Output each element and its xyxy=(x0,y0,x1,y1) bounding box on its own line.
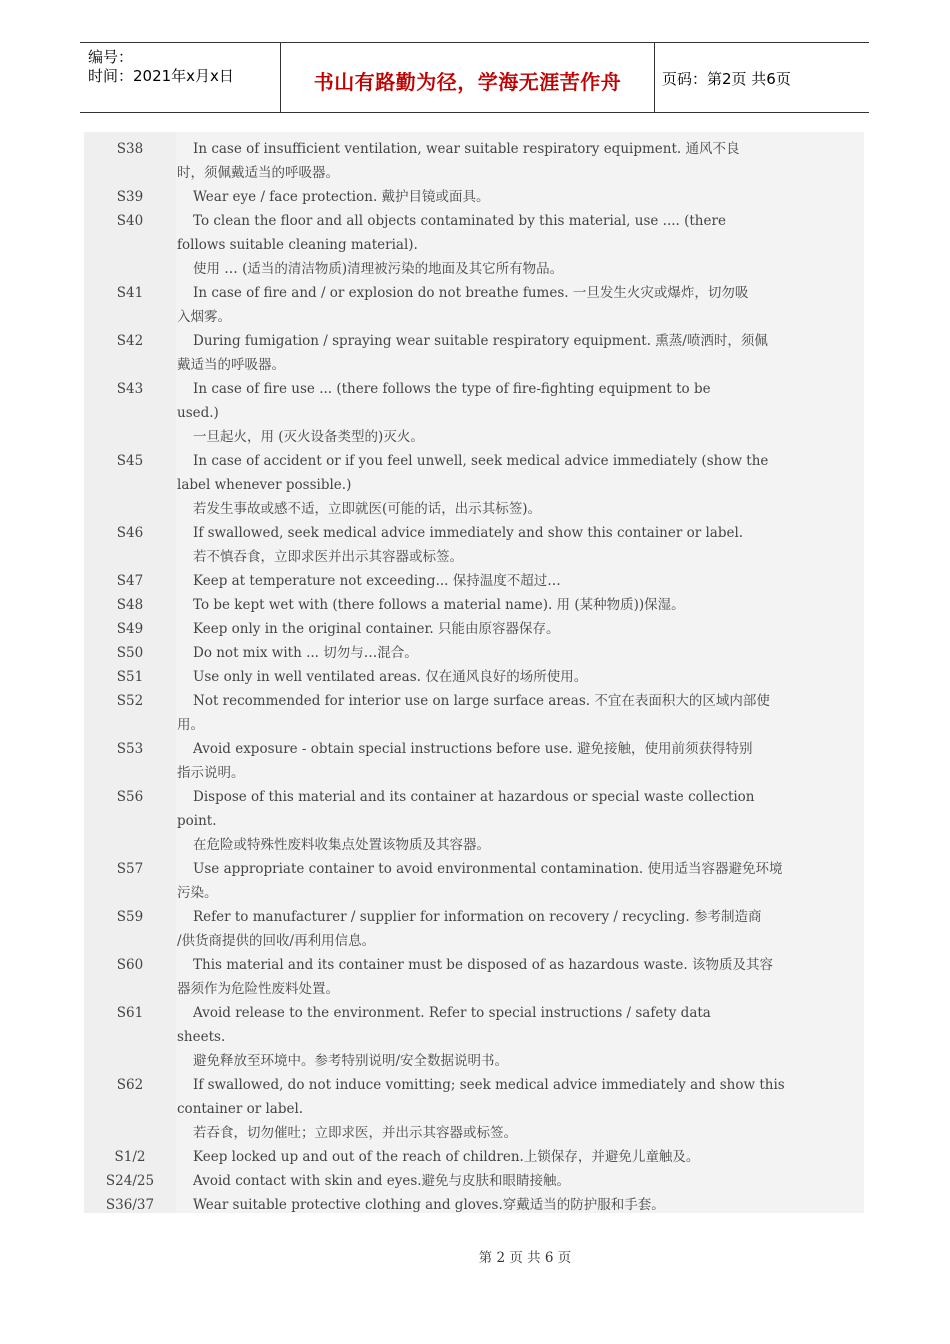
phrase-code: S43 xyxy=(116,381,144,397)
table-row xyxy=(84,281,864,329)
phrase-code: S46 xyxy=(116,525,144,541)
phrase-line: Do not mix with ... 切勿与…混合。 xyxy=(193,645,418,661)
phrase-text xyxy=(177,209,865,281)
phrase-line: point. xyxy=(177,813,217,829)
phrase-text xyxy=(177,281,865,329)
phrase-line: 若吞食，切勿催吐；立即求医，并出示其容器或标签。 xyxy=(193,1125,517,1141)
phrase-line: If swallowed, do not induce vomitting; seek medical advice immediately and show this xyxy=(193,1077,785,1093)
phrase-text xyxy=(177,1193,865,1217)
table-row xyxy=(84,617,864,641)
table-row xyxy=(84,449,864,521)
phrase-line: label whenever possible.) xyxy=(177,477,352,493)
table-row xyxy=(84,1145,864,1169)
table-row xyxy=(84,1169,864,1193)
phrase-text xyxy=(177,329,865,377)
phrase-line: Not recommended for interior use on large surface areas. 不宜在表面积大的区域内部使 xyxy=(193,693,770,709)
phrase-code: S39 xyxy=(116,189,144,205)
table-row xyxy=(84,569,864,593)
phrase-code: S50 xyxy=(116,645,144,661)
phrase-text xyxy=(177,1145,865,1169)
phrase-line: used.) xyxy=(177,405,219,421)
phrase-line: Use appropriate container to avoid environmental contamination. 使用适当容器避免环境 xyxy=(193,861,783,877)
phrase-code: S53 xyxy=(116,741,144,757)
phrase-line: 避免释放至环境中。参考特别说明/安全数据说明书。 xyxy=(193,1053,509,1069)
phrase-line: 若不慎吞食，立即求医并出示其容器或标签。 xyxy=(193,549,463,565)
table-row xyxy=(84,185,864,209)
phrase-code: S45 xyxy=(116,453,144,469)
phrase-line: This material and its container must be disposed of as hazardous waste. 该物质及其容 xyxy=(193,957,773,973)
table-row xyxy=(84,377,864,449)
table-row xyxy=(84,857,864,905)
header-page-cell xyxy=(654,43,869,112)
phrase-line: 若发生事故或感不适，立即就医(可能的话，出示其标签)。 xyxy=(193,501,542,517)
phrase-line: In case of insufficient ventilation, wear suitable respiratory equipment. 通风不良 xyxy=(193,141,740,157)
phrase-code: S24/25 xyxy=(105,1173,155,1189)
phrase-line: 时，须佩戴适当的呼吸器。 xyxy=(177,165,339,181)
phrase-code: S49 xyxy=(116,621,144,637)
phrase-line: 使用 … (适当的清洁物质)清理被污染的地面及其它所有物品。 xyxy=(193,261,564,277)
table-row xyxy=(84,329,864,377)
page-header xyxy=(80,42,869,113)
phrase-line: Use only in well ventilated areas. 仅在通风良好的场所使用。 xyxy=(193,669,588,685)
phrase-code: S57 xyxy=(116,861,144,877)
phrase-line: Dispose of this material and its container at hazardous or special waste collection xyxy=(193,789,755,805)
phrase-line: Keep only in the original container. 只能由原容器保存。 xyxy=(193,621,560,637)
phrase-text xyxy=(177,1001,865,1073)
phrase-text xyxy=(177,1073,865,1145)
table-row xyxy=(84,521,864,569)
phrase-line: Wear eye / face protection. 戴护目镜或面具。 xyxy=(193,189,490,205)
phrase-line: To clean the floor and all objects contaminated by this material, use .... (there xyxy=(193,213,726,229)
phrase-line: 在危险或特殊性废料收集点处置该物质及其容器。 xyxy=(193,837,490,853)
number-label: 编号： xyxy=(88,48,134,66)
header-motto-cell xyxy=(280,43,655,112)
phrase-line: Keep locked up and out of the reach of children.上锁保存，并避免儿童触及。 xyxy=(193,1149,700,1165)
table-row xyxy=(84,737,864,785)
phrase-text xyxy=(177,905,865,953)
table-row xyxy=(84,137,864,185)
phrase-line: 入烟雾。 xyxy=(177,309,231,325)
phrase-text xyxy=(177,185,865,209)
phrase-line: In case of accident or if you feel unwell, seek medical advice immediately (show the xyxy=(193,453,769,469)
phrase-text xyxy=(177,665,865,689)
phrase-line: /供货商提供的回收/再利用信息。 xyxy=(177,933,376,949)
table-row xyxy=(84,905,864,953)
table-row xyxy=(84,641,864,665)
phrase-text xyxy=(177,377,865,449)
phrase-code: S61 xyxy=(116,1005,144,1021)
phrase-line: In case of fire use ... (there follows the type of fire-fighting equipment to be xyxy=(193,381,711,397)
header-page-label: 页码：第2页 共6页 xyxy=(662,70,791,88)
phrase-code: S42 xyxy=(116,333,144,349)
phrase-code: S38 xyxy=(116,141,144,157)
phrase-line: 器须作为危险性废料处置。 xyxy=(177,981,339,997)
phrase-text xyxy=(177,593,865,617)
phrase-line: 戴适当的呼吸器。 xyxy=(177,357,285,373)
table-row xyxy=(84,665,864,689)
phrase-line: 用。 xyxy=(177,717,204,733)
phrase-text xyxy=(177,737,865,785)
phrase-line: Refer to manufacturer / supplier for information on recovery / recycling. 参考制造商 xyxy=(193,909,762,925)
table-row xyxy=(84,209,864,281)
phrase-line: 指示说明。 xyxy=(177,765,245,781)
phrase-code: S48 xyxy=(116,597,144,613)
phrase-line: If swallowed, seek medical advice immediately and show this container or label. xyxy=(193,525,744,541)
page-footer: 第 2 页 共 6 页 xyxy=(478,1250,572,1266)
phrase-code: S52 xyxy=(116,693,144,709)
phrase-text xyxy=(177,137,865,185)
phrase-text xyxy=(177,449,865,521)
phrase-text xyxy=(177,857,865,905)
phrase-text xyxy=(177,785,865,857)
phrase-line: container or label. xyxy=(177,1101,304,1117)
phrase-line: In case of fire and / or explosion do not breathe fumes. 一旦发生火灾或爆炸，切勿吸 xyxy=(193,285,749,301)
header-motto: 书山有路勤为径，学海无涯苦作舟 xyxy=(313,70,622,94)
time-label: 时间：2021年x月x日 xyxy=(88,67,234,85)
phrase-code: S1/2 xyxy=(114,1149,146,1165)
phrase-code: S40 xyxy=(116,213,144,229)
phrase-text xyxy=(177,641,865,665)
phrase-code: S59 xyxy=(116,909,144,925)
table-row xyxy=(84,1073,864,1145)
table-row xyxy=(84,785,864,857)
phrase-text xyxy=(177,569,865,593)
phrase-line: Avoid release to the environment. Refer to special instructions / safety data xyxy=(193,1005,711,1021)
phrase-line: 一旦起火，用 (灭火设备类型的)灭火。 xyxy=(193,429,424,445)
phrase-text xyxy=(177,617,865,641)
phrase-code: S62 xyxy=(116,1077,144,1093)
header-info-cell xyxy=(80,43,280,112)
phrase-line: sheets. xyxy=(177,1029,226,1045)
phrase-line: follows suitable cleaning material). xyxy=(177,237,418,253)
safety-phrase-table xyxy=(84,132,864,1213)
table-row xyxy=(84,689,864,737)
phrase-code: S51 xyxy=(116,669,144,685)
table-row xyxy=(84,1001,864,1073)
phrase-text xyxy=(177,953,865,1001)
phrase-line: Keep at temperature not exceeding... 保持温度不超过… xyxy=(193,573,561,589)
phrase-line: To be kept wet with (there follows a material name). 用 (某种物质))保湿。 xyxy=(193,597,685,613)
phrase-line: Wear suitable protective clothing and gloves.穿戴适当的防护服和手套。 xyxy=(193,1197,665,1213)
phrase-code: S47 xyxy=(116,573,144,589)
phrase-line: Avoid contact with skin and eyes.避免与皮肤和眼睛接触。 xyxy=(193,1173,571,1189)
phrase-line: During fumigation / spraying wear suitable respiratory equipment. 熏蒸/喷洒时，须佩 xyxy=(193,333,768,349)
phrase-code: S36/37 xyxy=(105,1197,155,1213)
phrase-code: S41 xyxy=(116,285,144,301)
phrase-text xyxy=(177,521,865,569)
phrase-line: 污染。 xyxy=(177,885,218,901)
phrase-text xyxy=(177,1169,865,1193)
phrase-text xyxy=(177,689,865,737)
phrase-code: S56 xyxy=(116,789,144,805)
phrase-line: Avoid exposure - obtain special instructions before use. 避免接触，使用前须获得特别 xyxy=(193,741,753,757)
table-row xyxy=(84,593,864,617)
table-row xyxy=(84,1193,864,1217)
phrase-code: S60 xyxy=(116,957,144,973)
table-row xyxy=(84,953,864,1001)
